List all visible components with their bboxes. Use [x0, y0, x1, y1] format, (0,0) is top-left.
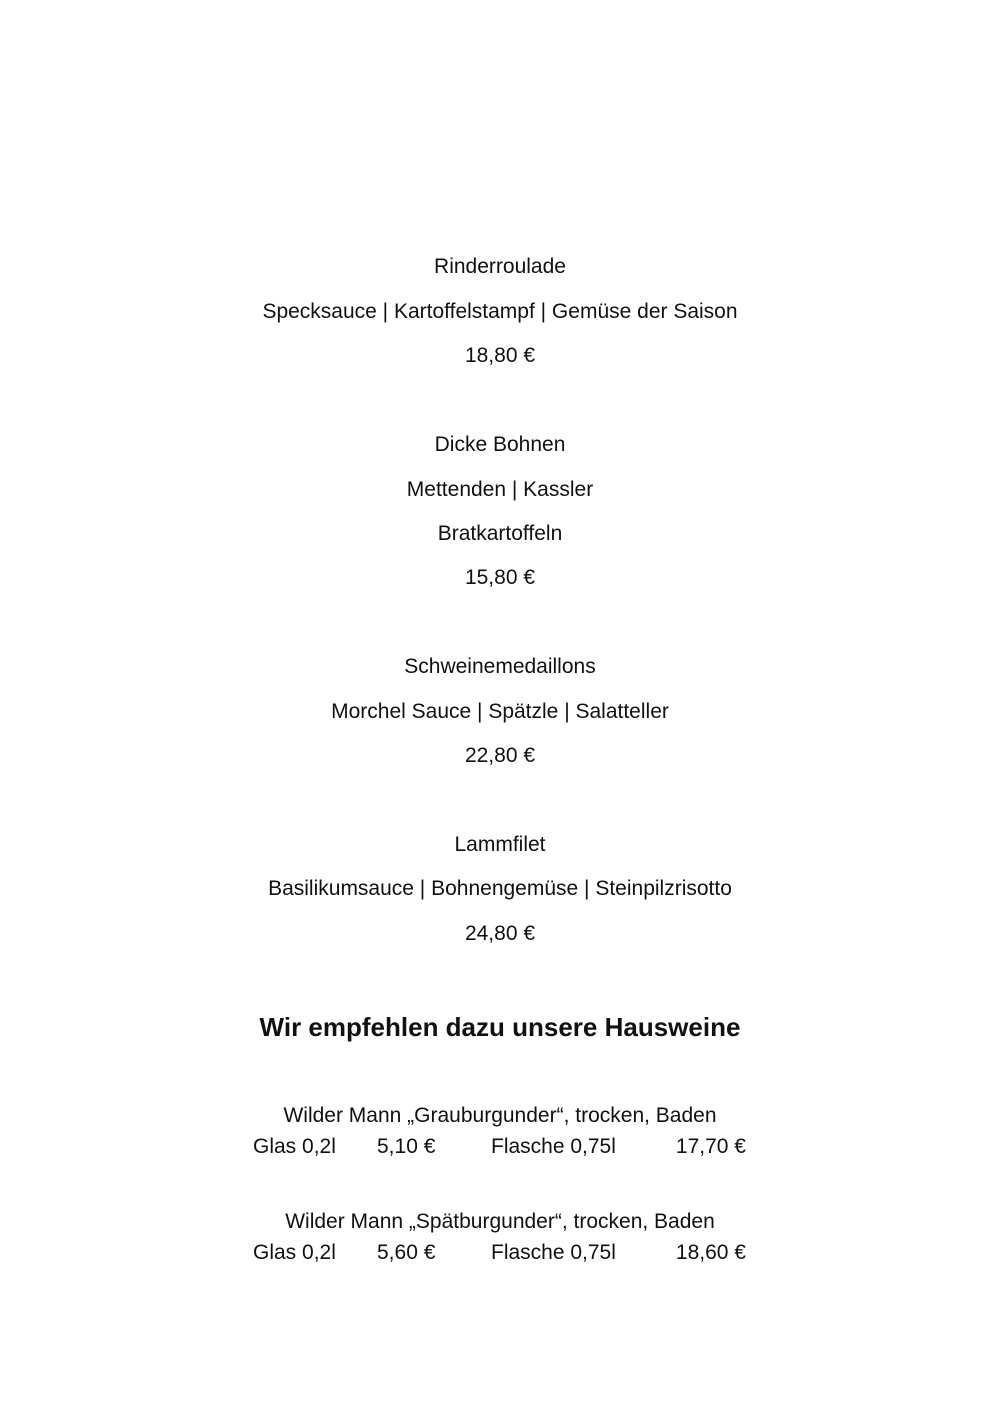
- dish-price: 18,80 €: [464, 344, 536, 367]
- dish-name: Dicke Bohnen: [434, 433, 566, 456]
- dish-price: 15,80 €: [464, 566, 536, 589]
- wine-bottle-label: Flasche 0,75l: [491, 1135, 616, 1158]
- dish-name: Lammfilet: [454, 833, 546, 856]
- dish-sides: Specksauce | Kartoffelstampf | Gemüse der Saison: [262, 300, 738, 323]
- dish-sides: Basilikumsauce | Bohnengemüse | Steinpilzrisotto: [268, 877, 732, 900]
- wine-glass-label: Glas 0,2l: [253, 1241, 336, 1264]
- dish-price: 24,80 €: [464, 922, 536, 945]
- wine-name: Wilder Mann „Grauburgunder“, trocken, Baden: [283, 1104, 717, 1127]
- dish-sides: Bratkartoffeln: [437, 522, 563, 545]
- wine-bottle-label: Flasche 0,75l: [491, 1241, 616, 1264]
- dish-name: Schweinemedaillons: [404, 655, 596, 678]
- wine-name: Wilder Mann „Spätburgunder“, trocken, Baden: [285, 1210, 715, 1233]
- dish-sides: Morchel Sauce | Spätzle | Salatteller: [331, 700, 669, 723]
- wine-glass-label: Glas 0,2l: [253, 1135, 336, 1158]
- wine-glass-price: 5,10 €: [377, 1135, 436, 1158]
- dish-sides: Mettenden | Kassler: [406, 478, 594, 501]
- dish-name: Rinderroulade: [434, 255, 566, 278]
- wine-heading: Wir empfehlen dazu unsere Hausweine: [259, 1012, 741, 1042]
- wine-glass-price: 5,60 €: [377, 1241, 436, 1264]
- dish-price: 22,80 €: [464, 744, 536, 767]
- wine-bottle-price: 17,70 €: [675, 1135, 746, 1158]
- wine-bottle-price: 18,60 €: [675, 1241, 746, 1264]
